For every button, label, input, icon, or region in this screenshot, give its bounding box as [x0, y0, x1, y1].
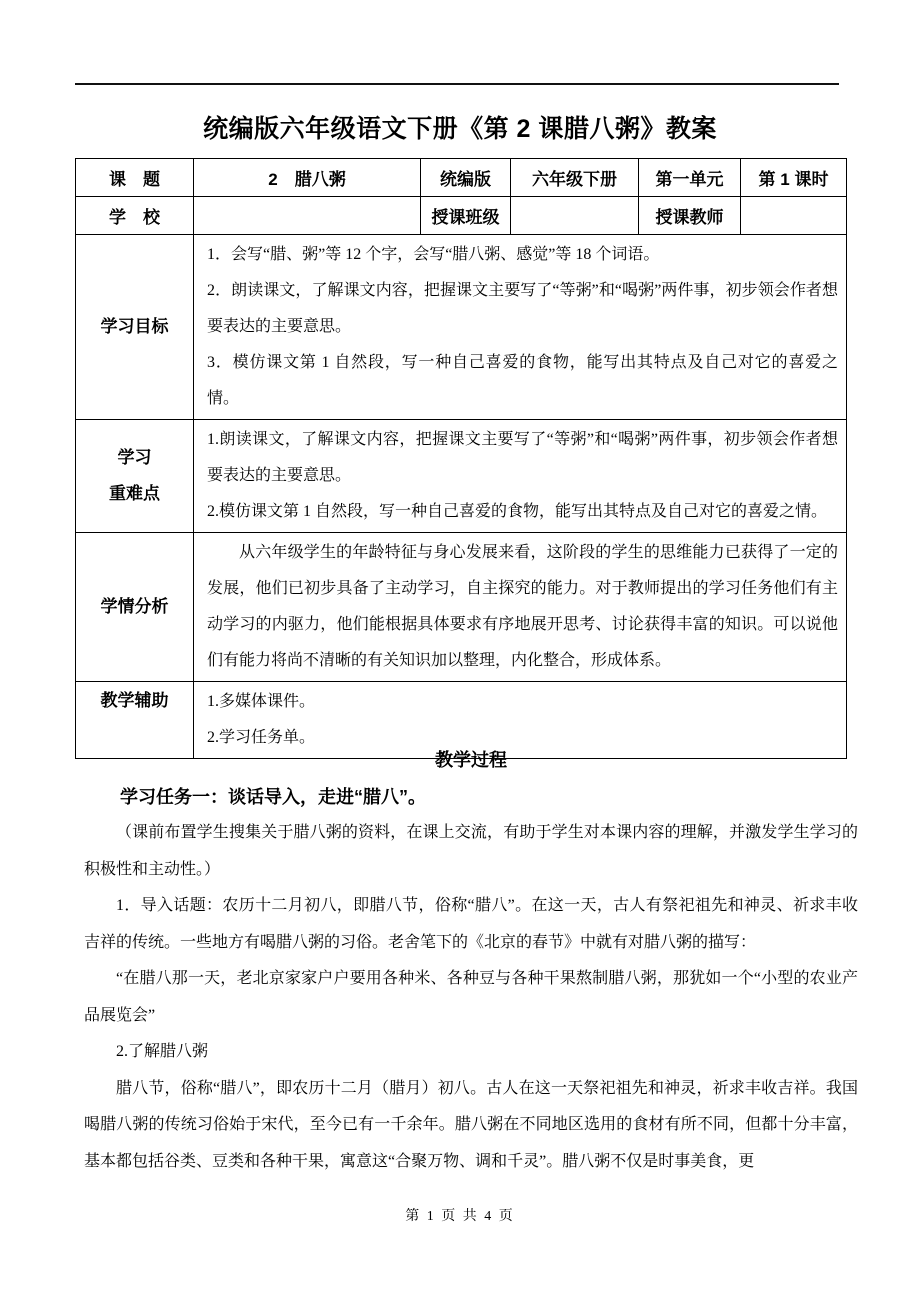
- teaching-aid-item: 1.多媒体课件。: [207, 693, 316, 710]
- goal-item: 1．会写“腊、粥”等 12 个字，会写“腊八粥、感觉”等 18 个词语。: [207, 246, 660, 263]
- class-label-cell: 授课班级: [421, 197, 511, 235]
- body-paragraph: 1．导入话题：农历十二月初八，即腊八节，俗称“腊八”。在这一天，古人有祭祀祖先和神灵、祈求丰收吉祥的传统。一些地方有喝腊八粥的习俗。老舍笔下的《北京的春节》中就有对腊八粥的描写：: [84, 897, 858, 951]
- goal-item: 2．朗读课文，了解课文内容，把握课文主要写了“等粥”和“喝粥”两件事，初步领会作者想要表达的主要意思。: [207, 282, 838, 335]
- body-paragraph: 2.了解腊八粥: [116, 1043, 209, 1060]
- page-title: 统编版六年级语文下册《第 2 课腊八粥》教案: [203, 115, 717, 143]
- header-rule: [75, 83, 839, 85]
- teaching-aid-item: 2.学习任务单。: [207, 729, 316, 746]
- learner-analysis-text: 从六年级学生的年龄特征与身心发展来看，这阶段的学生的思维能力已获得了一定的发展，他们已初步具备了主动学习，自主探究的能力。对于教师提出的学习任务他们有主动学习的内驱力，他们能根据具体要求有序地展开思考、讨论获得丰富的知识。可以说他们有能力将尚不清晰的有关知识加以整理，内化整合，形成体系。: [207, 544, 838, 669]
- table-row-goals: [76, 235, 847, 420]
- edition-cell: 统编版: [421, 159, 511, 197]
- learner-analysis-label-cell: 学情分析: [76, 533, 194, 682]
- lesson-body: [84, 705, 858, 1180]
- learner-analysis-content-cell: [194, 533, 847, 682]
- grade-cell: 六年级下册: [511, 159, 639, 197]
- table-row-learner-analysis: [76, 533, 847, 682]
- course-value-cell: 2 腊八粥: [194, 159, 421, 197]
- body-paragraph: 腊八节，俗称“腊八”，即农历十二月（腊月）初八。古人在这一天祭祀祖先和神灵，祈求丰收吉祥。我国喝腊八粥的传统习俗始于宋代，至今已有一千余年。腊八粥在不同地区选用的食材有所不同，但都十分丰富，基本都包括谷类、豆类和各种干果，寓意这“合聚万物、调和千灵”。腊八粥不仅是时事美食，更: [84, 1079, 858, 1170]
- goals-content-cell: [194, 235, 847, 420]
- lesson-info-table: [75, 158, 847, 759]
- task1-heading: 学习任务一：谈话导入，走进“腊八”。: [120, 786, 426, 807]
- period-cell: 第 1 课时: [741, 159, 847, 197]
- class-value-cell: [511, 197, 639, 235]
- school-label-cell: 学 校: [76, 197, 194, 235]
- key-point-item: 1.朗读课文，了解课文内容，把握课文主要写了“等粥”和“喝粥”两件事，初步领会作者想要表达的主要意思。: [207, 431, 838, 484]
- key-point-item: 2.模仿课文第 1 自然段，写一种自己喜爱的食物，能写出其特点及自己对它的喜爱之情。: [207, 503, 828, 520]
- body-paragraph: “在腊八那一天，老北京家家户户要用各种米、各种豆与各种干果熬制腊八粥，那犹如一个“小型的农业产品展览会”: [84, 970, 858, 1024]
- goal-item: 3．模仿课文第 1 自然段，写一种自己喜爱的食物，能写出其特点及自己对它的喜爱之情。: [207, 354, 838, 407]
- page-number-footer: 第 1 页 共 4 页: [405, 1209, 515, 1224]
- body-paragraph: （课前布置学生搜集关于腊八粥的资料，在课上交流，有助于学生对本课内容的理解，并激发学生学习的积极性和主动性。）: [84, 824, 858, 878]
- key-points-content-cell: [194, 420, 847, 533]
- key-points-label-line1: 学习: [117, 448, 152, 467]
- course-label-cell: 课 题: [76, 159, 194, 197]
- table-row: [76, 159, 847, 197]
- school-value-cell: [194, 197, 421, 235]
- key-points-label-line2: 重难点: [109, 484, 160, 503]
- teacher-label-cell: 授课教师: [639, 197, 741, 235]
- table-row: [76, 197, 847, 235]
- table-row-key-points: [76, 420, 847, 533]
- unit-cell: 第一单元: [639, 159, 741, 197]
- teacher-value-cell: [741, 197, 847, 235]
- goals-label-cell: 学习目标: [76, 235, 194, 420]
- section-title: 教学过程: [435, 750, 507, 770]
- teaching-aids-label-cell: 教学辅助: [76, 682, 194, 759]
- key-points-label-cell: [76, 420, 194, 533]
